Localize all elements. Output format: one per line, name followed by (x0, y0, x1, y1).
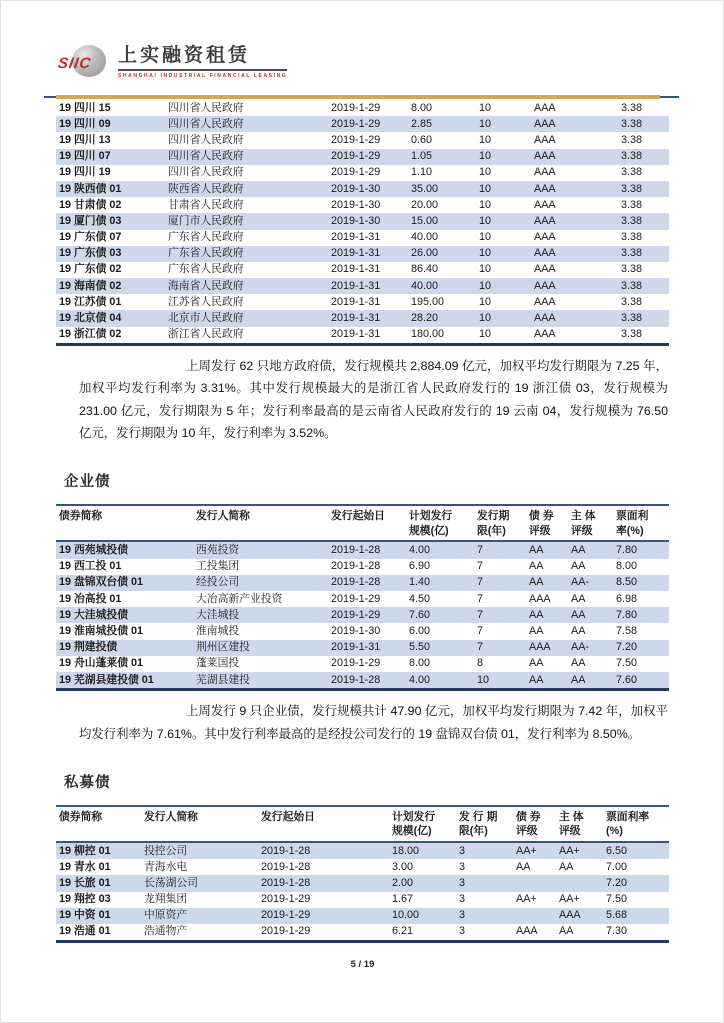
cell-bond-rating: AA+ (516, 844, 537, 857)
header-scale: 计划发行 规模(亿) (409, 505, 477, 541)
cell-term: 10 (479, 279, 492, 292)
cell-issuer: 荆州区建投 (196, 641, 250, 654)
cell-bond-name: 19 冶高投 01 (59, 592, 122, 605)
cell-scale: 15.00 (411, 214, 439, 227)
cell-issuer: 大洼城投 (196, 608, 240, 621)
cell-entity-rating: AA (571, 560, 586, 573)
cell-coupon: 7.50 (606, 893, 628, 906)
cell-rating: AAA (534, 166, 556, 179)
cell-term: 10 (479, 231, 492, 244)
cell-rating: AAA (534, 328, 556, 341)
cell-scale: 18.00 (392, 844, 420, 857)
cell-start-date: 2019-1-31 (331, 263, 381, 276)
cell-rating: AAA (534, 133, 556, 146)
cell-bond-name: 19 北京债 04 (59, 312, 122, 325)
cell-scale: 4.00 (409, 544, 431, 557)
cell-start-date: 2019-1-28 (261, 860, 311, 873)
cell-bond-name: 19 西苑城投债 (59, 544, 128, 557)
cell-rate: 3.38 (621, 263, 643, 276)
table-row (56, 575, 669, 591)
cell-rate: 3.38 (621, 279, 643, 292)
cell-bond-name: 19 中资 01 (59, 909, 111, 922)
siic-wordmark: SIIC (56, 55, 93, 72)
section-title-enterprise: 企业债 (64, 474, 111, 491)
cell-rate: 3.38 (621, 295, 643, 308)
cell-entity-rating (559, 875, 606, 891)
cell-term: 7 (477, 560, 484, 573)
cell-bond-name: 19 浙江债 02 (59, 328, 122, 341)
table-row (56, 924, 669, 942)
header-coupon: 票面利率 (%) (606, 806, 669, 842)
cell-scale: 6.00 (409, 624, 431, 637)
enterprise-bond-table (56, 504, 669, 691)
cell-issuer: 龙翔集团 (144, 893, 188, 906)
cell-coupon: 7.00 (606, 860, 628, 873)
cell-scale: 35.00 (411, 182, 439, 195)
cell-rate: 3.38 (621, 101, 643, 114)
cell-bond-name: 19 芜湖县建投债 01 (59, 673, 154, 686)
cell-rate: 3.38 (621, 328, 643, 341)
cell-term: 10 (477, 673, 490, 686)
cell-scale: 10.00 (392, 909, 420, 922)
cell-rate: 3.38 (621, 214, 643, 227)
cell-coupon: 7.58 (616, 624, 638, 637)
table-row (56, 310, 669, 326)
cell-rating: AAA (534, 263, 556, 276)
cell-start-date: 2019-1-29 (331, 608, 381, 621)
cell-bond-name: 19 淮南城投债 01 (59, 624, 144, 637)
cell-issuer: 江苏省人民政府 (168, 295, 244, 308)
header-issuer: 发行人简称 (196, 505, 331, 541)
cell-issuer: 青海水电 (144, 860, 188, 873)
cell-scale: 5.50 (409, 641, 431, 654)
cell-start-date: 2019-1-28 (331, 673, 381, 686)
cell-entity-rating: AA (571, 592, 586, 605)
cell-bond-name: 19 西工投 01 (59, 560, 122, 573)
header-bond-name: 债券简称 (56, 806, 144, 842)
cell-bond-name: 19 江苏债 01 (59, 295, 122, 308)
cell-scale: 28.20 (411, 312, 439, 325)
cell-start-date: 2019-1-30 (331, 214, 381, 227)
cell-entity-rating: AAA (559, 909, 581, 922)
cell-issuer: 浩通物产 (144, 925, 188, 938)
cell-bond-name: 19 翔控 03 (59, 893, 111, 906)
cell-scale: 3.00 (392, 860, 414, 873)
cell-bond-name: 19 青水 01 (59, 860, 111, 873)
cell-start-date: 2019-1-29 (331, 592, 381, 605)
cell-term: 7 (477, 592, 484, 605)
header-divider-gold (56, 95, 660, 99)
table-row (56, 246, 669, 262)
cell-start-date: 2019-1-28 (261, 844, 311, 857)
table-row (56, 908, 669, 924)
cell-start-date: 2019-1-31 (331, 231, 381, 244)
cell-issuer: 广东省人民政府 (168, 263, 244, 276)
cell-coupon: 6.50 (606, 844, 628, 857)
cell-entity-rating: AA (559, 925, 574, 938)
cell-rating: AAA (534, 150, 556, 163)
cell-start-date: 2019-1-28 (331, 560, 381, 573)
cell-coupon: 7.60 (616, 673, 638, 686)
cell-start-date: 2019-1-30 (331, 182, 381, 195)
cell-bond-name: 19 四川 07 (59, 150, 111, 163)
table-row (56, 197, 669, 213)
private-bond-table (56, 805, 669, 943)
cell-rate: 3.38 (621, 133, 643, 146)
cell-term: 10 (479, 312, 492, 325)
cell-term: 3 (459, 909, 466, 922)
cell-issuer: 中原资产 (144, 909, 188, 922)
cell-term: 10 (479, 328, 492, 341)
table-row (56, 859, 669, 875)
table-row (56, 842, 669, 859)
page-number: 5 / 19 (350, 959, 375, 971)
table-row (56, 262, 669, 278)
cell-bond-rating: AA (516, 860, 531, 873)
company-name: 上实融资租赁 (118, 45, 287, 71)
cell-rate: 3.38 (621, 247, 643, 260)
table-row (56, 875, 669, 891)
cell-scale: 0.60 (411, 133, 433, 146)
cell-start-date: 2019-1-28 (331, 544, 381, 557)
cell-bond-rating: AA (529, 657, 544, 670)
table-row (56, 278, 669, 294)
cell-bond-name: 19 广东债 03 (59, 247, 122, 260)
gov-bond-summary: 上周发行 62 只地方政府债，发行规模共 2,884.09 亿元，加权平均发行期限为 7.25 年，加权平均发行利率为 3.31%。其中发行规模最大的是浙江省人民政府发行的 19 浙江债 03，发行规模为 231.00 亿元，发行期限为 5 年；发行利率最高的是云南省人民政府发行的 19 云南 04，发行规模为 76.50 亿元，发行期限为 10 年，发行利率为 3.52%。 (79, 358, 668, 441)
cell-bond-rating: AA (529, 608, 544, 621)
cell-scale: 4.00 (409, 673, 431, 686)
cell-rate: 3.38 (621, 182, 643, 195)
cell-bond-name: 19 甘肃债 02 (59, 198, 122, 211)
cell-term: 7 (477, 544, 484, 557)
cell-scale: 1.05 (411, 150, 433, 163)
cell-bond-rating: AA+ (516, 893, 537, 906)
cell-term: 10 (479, 182, 492, 195)
company-logo (58, 41, 667, 89)
cell-entity-rating: AA+ (559, 844, 580, 857)
cell-bond-name: 19 四川 13 (59, 133, 111, 146)
cell-scale: 180.00 (411, 328, 445, 341)
cell-coupon: 8.00 (616, 560, 638, 573)
cell-issuer: 四川省人民政府 (168, 150, 244, 163)
cell-coupon: 8.50 (616, 576, 638, 589)
header-start-date: 发行起始日 (331, 505, 409, 541)
cell-term: 10 (479, 101, 492, 114)
cell-scale: 2.00 (392, 876, 414, 889)
table-row (56, 656, 669, 672)
header-entity-rating: 主 体 评级 (571, 505, 616, 541)
cell-start-date: 2019-1-29 (261, 909, 311, 922)
cell-start-date: 2019-1-31 (331, 247, 381, 260)
table-row (56, 165, 669, 181)
cell-bond-name: 19 舟山蓬莱债 01 (59, 657, 144, 670)
cell-issuer: 厦门市人民政府 (168, 214, 244, 227)
table-row (56, 100, 669, 116)
cell-scale: 1.67 (392, 893, 414, 906)
cell-scale: 86.40 (411, 263, 439, 276)
enterprise-bond-summary: 上周发行 9 只企业债，发行规模共计 47.90 亿元，加权平均发行期限为 7.42 年，加权平均发行利率为 7.61%。其中发行利率最高的是经投公司发行的 19 盘锦双台债 01，发行利率为 8.50%。 (79, 704, 668, 741)
local-gov-bond-table (56, 100, 669, 346)
cell-start-date: 2019-1-29 (331, 166, 381, 179)
cell-term: 10 (479, 263, 492, 276)
cell-issuer: 北京市人民政府 (168, 312, 244, 325)
cell-term: 7 (477, 576, 484, 589)
cell-issuer: 浙江省人民政府 (168, 328, 244, 341)
cell-rating: AAA (534, 247, 556, 260)
cell-coupon: 5.68 (606, 909, 628, 922)
cell-bond-rating: AA (529, 560, 544, 573)
cell-scale: 6.21 (392, 925, 414, 938)
cell-issuer: 海南省人民政府 (168, 279, 244, 292)
table-row (56, 623, 669, 639)
cell-issuer: 长荡湖公司 (144, 876, 198, 889)
table-row (56, 294, 669, 310)
cell-scale: 4.50 (409, 592, 431, 605)
cell-bond-name: 19 陕西债 01 (59, 182, 122, 195)
cell-term: 3 (459, 925, 466, 938)
cell-term: 3 (459, 844, 466, 857)
header-start-date: 发行起始日 (261, 806, 392, 842)
cell-start-date: 2019-1-30 (331, 624, 381, 637)
table-row (56, 132, 669, 148)
cell-entity-rating: AA (559, 860, 574, 873)
cell-scale: 7.60 (409, 608, 431, 621)
cell-start-date: 2019-1-31 (331, 279, 381, 292)
cell-issuer: 四川省人民政府 (168, 133, 244, 146)
cell-rate: 3.38 (621, 231, 643, 244)
cell-start-date: 2019-1-29 (331, 657, 381, 670)
cell-issuer: 蓬莱国投 (196, 657, 240, 670)
cell-bond-rating: AAA (516, 925, 538, 938)
cell-issuer: 经投公司 (196, 576, 240, 589)
cell-bond-name: 19 四川 09 (59, 117, 111, 130)
cell-term: 10 (479, 166, 492, 179)
cell-term: 10 (479, 117, 492, 130)
cell-issuer: 陕西省人民政府 (168, 182, 244, 195)
cell-issuer: 西苑投资 (196, 544, 240, 557)
cell-entity-rating: AA (571, 544, 586, 557)
cell-issuer: 四川省人民政府 (168, 117, 244, 130)
cell-start-date: 2019-1-28 (331, 576, 381, 589)
cell-term: 3 (459, 893, 466, 906)
cell-issuer: 四川省人民政府 (168, 101, 244, 114)
cell-rating: AAA (534, 198, 556, 211)
company-subtitle: SHANGHAI INDUSTRIAL FINANCIAL LEASING (118, 73, 288, 79)
cell-rating: AAA (534, 101, 556, 114)
cell-term: 8 (477, 657, 484, 670)
cell-issuer: 投控公司 (144, 844, 188, 857)
cell-term: 10 (479, 214, 492, 227)
cell-bond-name: 19 长旅 01 (59, 876, 111, 889)
table-row (56, 591, 669, 607)
cell-entity-rating: AA (571, 608, 586, 621)
header-bond-rating: 债 券 评级 (529, 505, 571, 541)
cell-issuer: 工投集团 (196, 560, 240, 573)
cell-scale: 8.00 (411, 101, 433, 114)
cell-bond-name: 19 盘锦双台债 01 (59, 576, 144, 589)
cell-bond-rating: AA (529, 576, 544, 589)
table-header-row (56, 806, 669, 842)
header-bond-name: 债券简称 (56, 505, 196, 541)
cell-bond-rating: AA (529, 673, 544, 686)
cell-entity-rating: AA (571, 624, 586, 637)
cell-scale: 6.90 (409, 560, 431, 573)
cell-scale: 20.00 (411, 198, 439, 211)
cell-rating: AAA (534, 295, 556, 308)
table-row (56, 892, 669, 908)
header-bond-rating: 债 券 评级 (516, 806, 559, 842)
cell-rating: AAA (534, 231, 556, 244)
cell-term: 3 (459, 860, 466, 873)
cell-rating: AAA (534, 279, 556, 292)
cell-scale: 8.00 (409, 657, 431, 670)
cell-issuer: 广东省人民政府 (168, 247, 244, 260)
cell-bond-name: 19 四川 19 (59, 166, 111, 179)
cell-bond-name: 19 柳控 01 (59, 844, 111, 857)
cell-rate: 3.38 (621, 117, 643, 130)
header-term: 发 行 期 限(年) (459, 806, 516, 842)
table-row (56, 116, 669, 132)
cell-bond-rating: AA (529, 624, 544, 637)
cell-rating: AAA (534, 182, 556, 195)
cell-entity-rating: AA- (571, 576, 589, 589)
cell-coupon: 7.80 (616, 608, 638, 621)
cell-bond-name: 19 浩通 01 (59, 925, 111, 938)
cell-term: 10 (479, 198, 492, 211)
cell-scale: 40.00 (411, 231, 439, 244)
cell-start-date: 2019-1-31 (331, 328, 381, 341)
header-divider (44, 95, 679, 100)
cell-entity-rating: AA- (571, 641, 589, 654)
cell-start-date: 2019-1-29 (261, 925, 311, 938)
cell-bond-name: 19 广东债 07 (59, 231, 122, 244)
table-row (56, 181, 669, 197)
cell-term: 10 (479, 133, 492, 146)
cell-coupon: 6.98 (616, 592, 638, 605)
cell-bond-rating: AAA (529, 592, 551, 605)
cell-issuer: 广东省人民政府 (168, 231, 244, 244)
cell-rating: AAA (534, 312, 556, 325)
header-entity-rating: 主 体 评级 (559, 806, 606, 842)
cell-entity-rating: AA+ (559, 893, 580, 906)
cell-start-date: 2019-1-31 (331, 312, 381, 325)
cell-scale: 1.10 (411, 166, 433, 179)
cell-bond-rating (516, 908, 559, 924)
section-title-private: 私募债 (64, 774, 111, 791)
cell-rating: AAA (534, 117, 556, 130)
table-row (56, 541, 669, 558)
cell-start-date: 2019-1-29 (331, 101, 381, 114)
table-row (56, 559, 669, 575)
table-row (56, 230, 669, 246)
cell-term: 7 (477, 608, 484, 621)
table-row (56, 213, 669, 229)
cell-term: 7 (477, 641, 484, 654)
cell-bond-rating (516, 875, 559, 891)
cell-start-date: 2019-1-30 (331, 198, 381, 211)
cell-term: 10 (479, 247, 492, 260)
cell-issuer: 甘肃省人民政府 (168, 198, 244, 211)
cell-start-date: 2019-1-31 (331, 641, 381, 654)
cell-coupon: 7.20 (616, 641, 638, 654)
table-row (56, 672, 669, 690)
header-coupon: 票面利 率(%) (616, 505, 669, 541)
table-row (56, 607, 669, 623)
cell-coupon: 7.50 (616, 657, 638, 670)
cell-scale: 26.00 (411, 247, 439, 260)
table-row (56, 327, 669, 345)
cell-coupon: 7.80 (616, 544, 638, 557)
cell-start-date: 2019-1-28 (261, 876, 311, 889)
cell-entity-rating: AA (571, 657, 586, 670)
cell-start-date: 2019-1-29 (331, 117, 381, 130)
cell-rating: AAA (534, 214, 556, 227)
cell-start-date: 2019-1-29 (261, 893, 311, 906)
cell-coupon: 7.30 (606, 925, 628, 938)
cell-issuer: 淮南城投 (196, 624, 240, 637)
table-row (56, 640, 669, 656)
cell-rate: 3.38 (621, 150, 643, 163)
cell-scale: 2.85 (411, 117, 433, 130)
header-term: 发行期 限(年) (477, 505, 529, 541)
logo-text-block (118, 41, 287, 79)
cell-start-date: 2019-1-29 (331, 133, 381, 146)
siic-logo-icon (58, 43, 110, 83)
cell-term: 10 (479, 150, 492, 163)
cell-bond-name: 19 广东债 02 (59, 263, 122, 276)
cell-issuer: 四川省人民政府 (168, 166, 244, 179)
table-header-row (56, 505, 669, 541)
cell-bond-name: 19 荆建投债 (59, 641, 118, 654)
table-row (56, 149, 669, 165)
cell-term: 10 (479, 295, 492, 308)
cell-bond-rating: AA (529, 544, 544, 557)
cell-bond-name: 19 厦门债 03 (59, 214, 122, 227)
cell-rate: 3.38 (621, 312, 643, 325)
cell-term: 7 (477, 624, 484, 637)
header-issuer: 发行人简称 (144, 806, 261, 842)
cell-scale: 1.40 (409, 576, 431, 589)
header-scale: 计划发行 规模(亿) (392, 806, 459, 842)
cell-issuer: 芜湖县建投 (196, 673, 250, 686)
cell-bond-name: 19 四川 15 (59, 101, 111, 114)
cell-bond-name: 19 海南债 02 (59, 279, 122, 292)
cell-coupon: 7.20 (606, 876, 628, 889)
cell-issuer: 大冶高新产业投资 (196, 592, 283, 605)
cell-scale: 195.00 (411, 295, 445, 308)
cell-entity-rating: AA (571, 673, 586, 686)
cell-rate: 3.38 (621, 166, 643, 179)
cell-start-date: 2019-1-29 (331, 150, 381, 163)
cell-bond-rating: AAA (529, 641, 551, 654)
cell-start-date: 2019-1-31 (331, 295, 381, 308)
cell-bond-name: 19 大洼城投债 (59, 608, 128, 621)
cell-term: 3 (459, 876, 466, 889)
cell-scale: 40.00 (411, 279, 439, 292)
cell-rate: 3.38 (621, 198, 643, 211)
